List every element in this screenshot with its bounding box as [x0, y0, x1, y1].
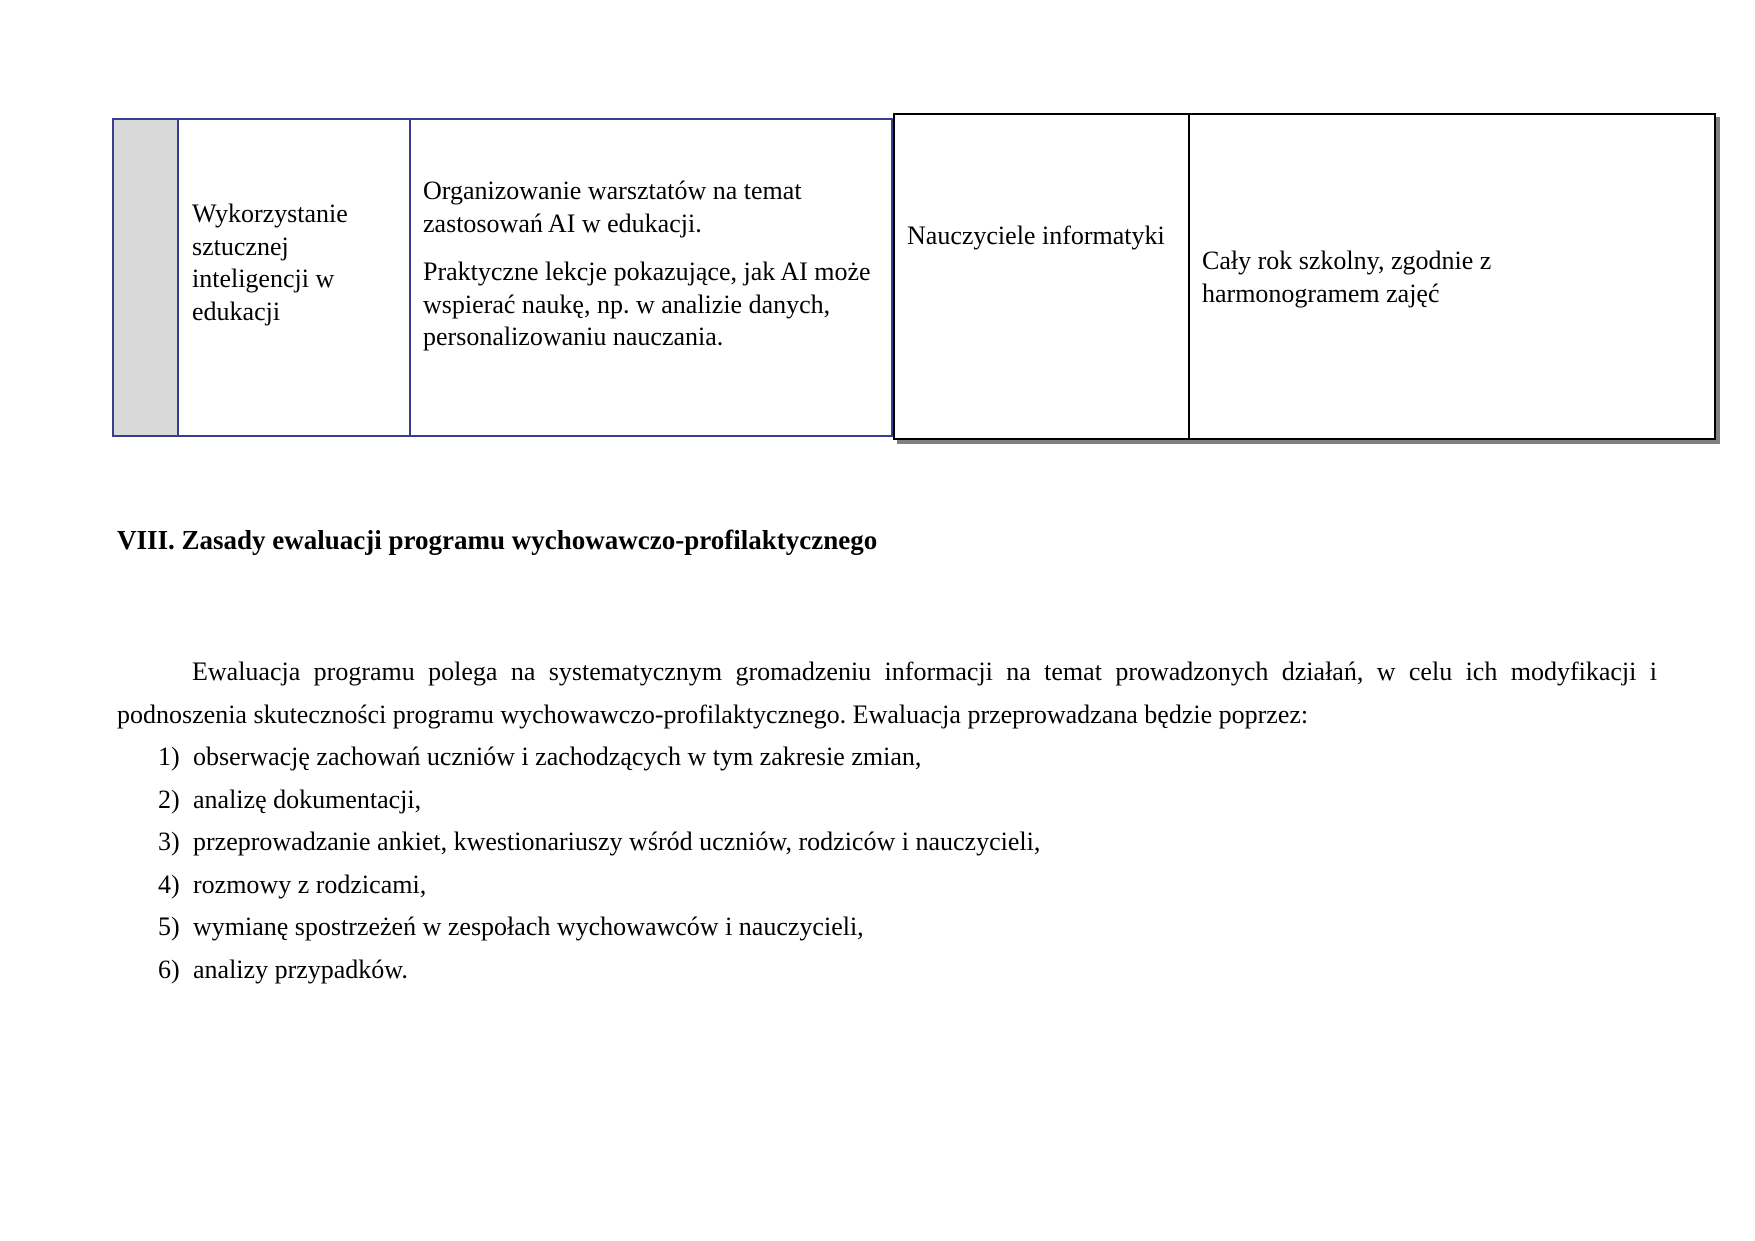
table-cell-topic — [179, 120, 411, 435]
list-item-number: 4) — [158, 869, 180, 899]
actions-paragraph-2: Praktyczne lekcje pokazujące, jak AI może wspierać naukę, np. w analizie danych, personalizowaniu nauczania. — [423, 257, 871, 351]
list-item-text: analizę dokumentacji, — [193, 784, 422, 814]
list-item-number: 2) — [158, 784, 180, 814]
actions-paragraph-1: Organizowanie warsztatów na temat zastosowań AI w edukacji. — [423, 176, 802, 238]
topic-text: Wykorzystanie sztucznej inteligencji w edukacji — [192, 199, 348, 326]
responsible-text: Nauczyciele informatyki — [907, 221, 1165, 250]
list-item-number: 3) — [158, 827, 180, 856]
list-item-text: analizy przypadków. — [193, 954, 408, 984]
list-item — [117, 736, 1657, 779]
table-cell-actions — [411, 120, 891, 435]
section-heading: VIII. Zasady ewaluacji programu wychowawczo-profilaktycznego — [117, 525, 878, 555]
section-body — [117, 651, 1657, 991]
list-item-number: 5) — [158, 912, 180, 941]
table-cell-empty-shaded — [114, 120, 179, 435]
list-item — [117, 821, 1657, 864]
list-item-text: przeprowadzanie ankiet, kwestionariuszy wśród uczniów, rodziców i nauczycieli, — [193, 827, 1041, 856]
list-item-text: rozmowy z rodzicami, — [193, 869, 427, 899]
list-item — [117, 906, 1657, 949]
intro-paragraph: Ewaluacja programu polega na systematycznym gromadzeniu informacji na temat prowadzonych działań, w celu ich modyfikacji i podnoszenia skuteczności programu wychowawczo-profilaktycznego. Ewaluacja przeprowadzana będzie poprzez: — [117, 657, 1657, 729]
table-cell-term — [1190, 115, 1714, 438]
table-cell-responsible — [895, 115, 1190, 438]
list-item — [117, 864, 1657, 907]
term-text: Cały rok szkolny, zgodnie z harmonogramem zajęć — [1202, 246, 1492, 308]
list-item — [117, 949, 1657, 992]
list-item — [117, 779, 1657, 822]
table-left-section — [112, 118, 893, 437]
list-item-number: 6) — [158, 954, 180, 984]
list-item-text: wymianę spostrzeżeń w zespołach wychowawców i nauczycieli, — [193, 912, 864, 941]
list-item-number: 1) — [158, 742, 180, 771]
table-right-section — [893, 113, 1716, 440]
list-item-text: obserwację zachowań uczniów i zachodzących w tym zakresie zmian, — [193, 742, 922, 771]
